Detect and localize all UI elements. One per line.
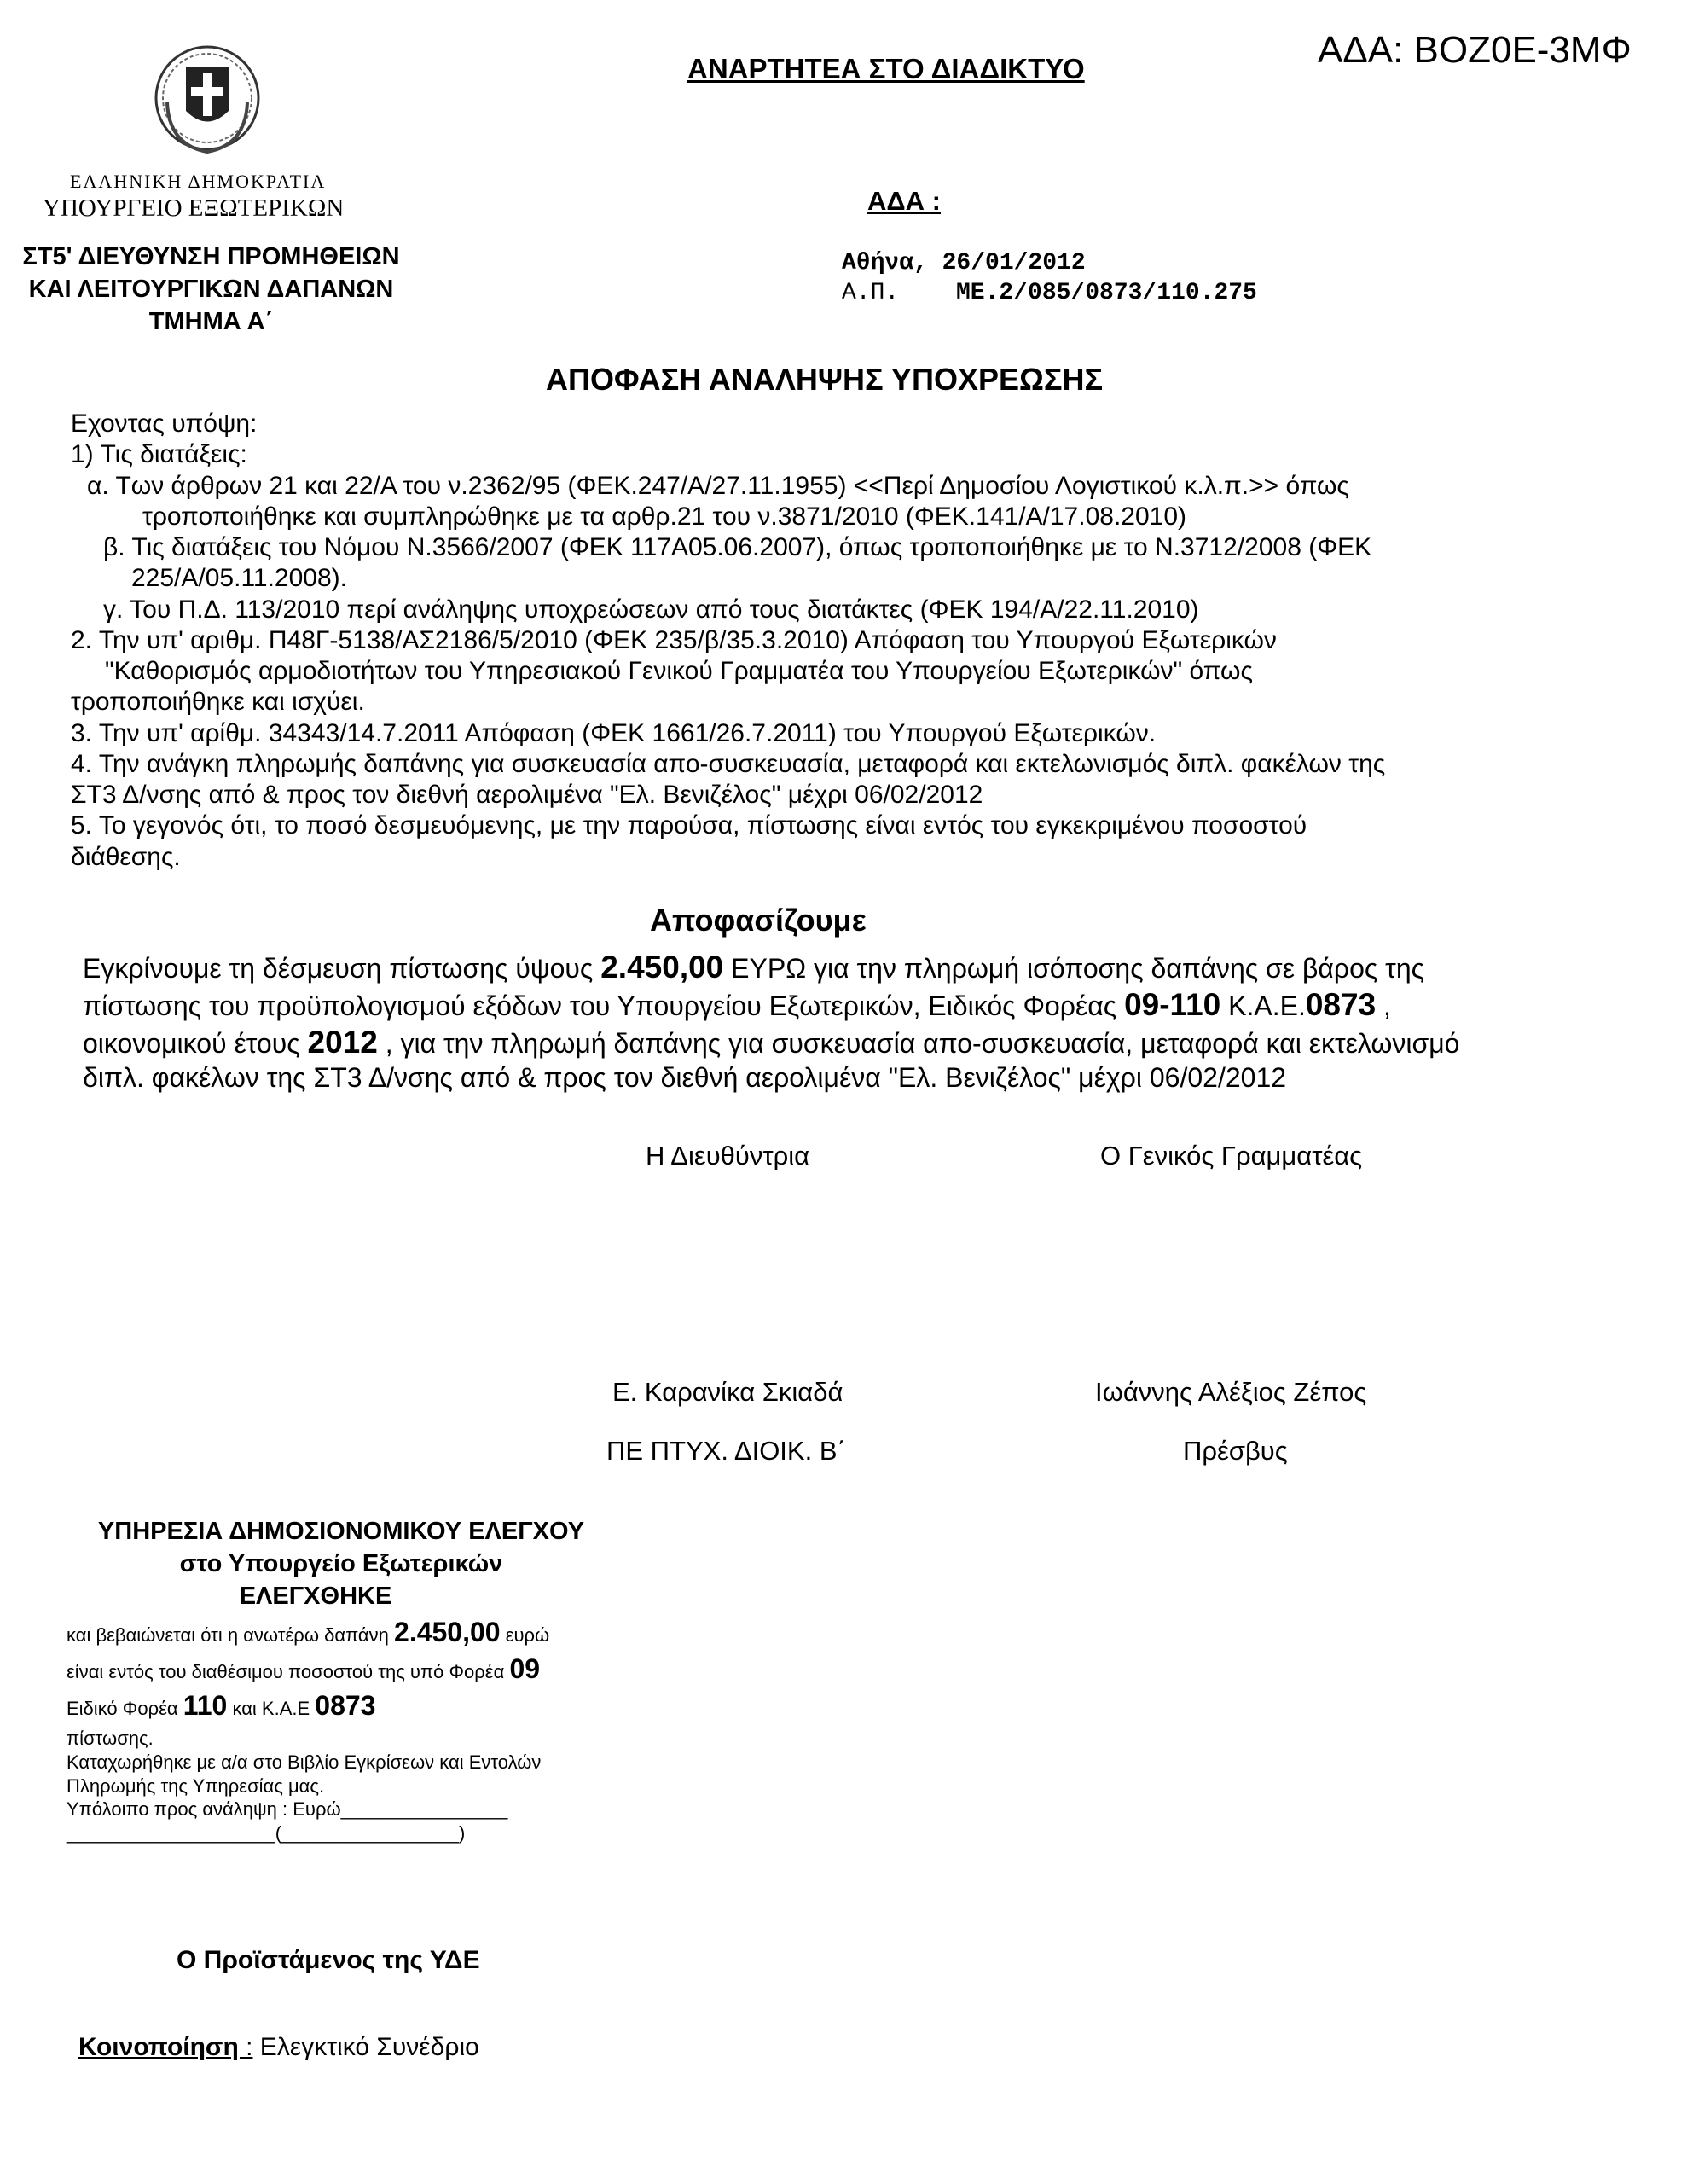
audit-row-1 [67,1617,549,1648]
department: ΤΜΗΜΑ Α΄ [148,308,274,335]
decision-line-2 [83,987,1391,1023]
directorate-line1: ΣΤ5' ΔΙΕΥΘΥΝΣΗ ΠΡΟΜΗΘΕΙΩΝ [22,243,400,270]
consideration-line: τροποποιήθηκε και ισχύει. [71,688,365,716]
document-title: ΑΠΟΦΑΣΗ ΑΝΑΛΗΨΗΣ ΥΠΟΧΡΕΩΣΗΣ [546,362,1104,397]
audit-row-4: πίστωσης. [67,1728,154,1749]
audit-row-7: Υπόλοιπο προς ανάληψη : Ευρώ________________ [67,1798,508,1820]
decision-text: πίστωσης του προϋπολογισμού εξόδων του Υπουργείου Εξωτερικών, Ειδικός Φορέας [83,990,1125,1021]
republic-label: ΕΛΛΗΝΙΚΗ ΔΗΜΟΚΡΑΤΙΑ [70,171,327,192]
signatory-title-right: Πρέσβυς [1183,1436,1288,1466]
audit-amount: 2.450,00 [394,1617,501,1647]
date-line: Αθήνα, 26/01/2012 [842,250,1086,276]
audit-head-signature: Ο Προϊστάμενος της ΥΔΕ [177,1946,480,1974]
consideration-line: Εχοντας υπόψη: [71,410,258,438]
notification-label: Κοινοποίηση [78,2033,246,2061]
audit-checked-label: ΕΛΕΓΧΘΗΚΕ [239,1583,392,1610]
decision-text: Κ.Α.Ε. [1220,990,1306,1021]
audit-row-2 [67,1653,540,1685]
decision-heading: Αποφασίζουμε [650,903,867,938]
consideration-line: διάθεσης. [71,843,181,871]
notification-colon: : [246,2033,253,2061]
audit-text: και βεβαιώνεται ότι η ανωτέρω δαπάνη [67,1624,395,1646]
directorate-block [17,241,405,338]
consideration-line: 5. Το γεγονός ότι, το ποσό δεσμευόμενης, με την παρούσα, πίστωσης είναι εντός του εγκεκριμένου ποσοστού [71,811,1307,839]
post-notice: ΑΝΑΡΤΗΤΕΑ ΣΤΟ ΔΙΑΔΙΚΤΥΟ [687,53,1085,84]
audit-row-8: ____________________(_________________) [67,1822,466,1844]
consideration-line: 1) Τις διατάξεις: [71,440,247,468]
audit-text: και Κ.Α.Ε [227,1698,316,1719]
kae-code: 0873 [1305,987,1377,1022]
decision-text: οικονομικού έτους [83,1028,308,1059]
fiscal-year: 2012 [307,1025,378,1060]
notification-line [78,2033,479,2062]
consideration-line: γ. Του Π.Δ. 113/2010 περί ανάληψης υποχρεώσεων από τους διατάκτες (ΦΕΚ 194/Α/22.11.2010) [103,595,1199,624]
decision-line-1 [83,950,1424,985]
signatory-title-left: ΠΕ ΠΤΥΧ. ΔΙΟΙΚ. Β΄ [606,1436,846,1466]
special-body-code: 09-110 [1124,987,1221,1022]
decision-line-3 [83,1025,1494,1060]
ada-code: ΑΔΑ: ΒΟΖ0Ε-3ΜΦ [1318,29,1632,71]
consideration-line: 225/Α/05.11.2008). [131,564,347,592]
signatory-role-left: Η Διευθύντρια [646,1141,810,1170]
protocol-number: ΜΕ.2/085/0873/110.275 [956,280,1257,306]
audit-row-6: Πληρωμής της Υπηρεσίας μας. [67,1775,325,1797]
consideration-line: α. Των άρθρων 21 και 22/Α του ν.2362/95 (ΦΕΚ.247/Α/27.11.1955) <<Περί Δημοσίου Λογιστικού κ.λ.π.>> όπως [87,472,1349,500]
signatory-name-left: Ε. Καρανίκα Σκιαδά [612,1377,844,1407]
considerations-list [0,410,1687,887]
consideration-line: β. Τις διατάξεις του Νόμου Ν.3566/2007 (ΦΕΚ 117Α05.06.2007), όπως τροποποιήθηκε με το Ν.3712/2008 (ΦΕΚ [103,533,1372,561]
ada-label: ΑΔΑ : [867,186,941,216]
signatory-role-right: Ο Γενικός Γραμματέας [1100,1141,1363,1170]
consideration-line: 4. Την ανάγκη πληρωμής δαπάνης για συσκευασία απο-συσκευασία, μεταφορά και εκτελωνισμός διπλ. φακέλων της [71,750,1386,778]
approved-amount: 2.450,00 [600,950,724,985]
audit-special-body-code: 110 [183,1690,228,1721]
audit-text: Ειδικό Φορέα [67,1698,183,1719]
decision-text: , [1376,990,1391,1021]
signatory-name-right: Ιωάννης Αλέξιος Ζέπος [1095,1377,1367,1407]
ministry-label: ΥΠΟΥΡΓΕΙΟ ΕΞΩΤΕΡΙΚΩΝ [43,195,345,222]
consideration-line: τροποποιήθηκε και συμπληρώθηκε με τα αρθρ.21 του ν.3871/2010 (ΦΕΚ.141/Α/17.08.2010) [142,502,1187,531]
consideration-line: "Καθορισμός αρμοδιοτήτων του Υπηρεσιακού Γενικού Γραμματέα του Υπουργείου Εξωτερικών" όπως [105,657,1253,685]
audit-header [34,1515,648,1612]
decision-text: , για την πληρωμή δαπάνης για συσκευασία απο-συσκευασία, μεταφορά και εκτελωνισμό [377,1028,1460,1059]
audit-row-3 [67,1690,375,1722]
decision-text: ΕΥΡΩ για την πληρωμή ισόποσης δαπάνης σε βάρος της [723,953,1425,984]
consideration-line: 3. Την υπ' αρίθμ. 34343/14.7.2011 Απόφαση (ΦΕΚ 1661/26.7.2011) του Υπουργού Εξωτερικών. [71,719,1157,747]
audit-service-name: ΥΠΗΡΕΣΙΑ ΔΗΜΟΣΙΟΝΟΜΙΚΟΥ ΕΛΕΓΧΟΥ [97,1518,585,1545]
audit-body-code: 09 [509,1653,541,1684]
audit-kae-code: 0873 [315,1690,376,1721]
audit-text: ευρώ [500,1624,550,1646]
consideration-line: 2. Την υπ' αριθμ. Π48Γ-5138/ΑΣ2186/5/2010 (ΦΕΚ 235/β/35.3.2010) Απόφαση του Υπουργού Εξωτερικών [71,626,1277,654]
directorate-line2: ΚΑΙ ΛΕΙΤΟΥΡΓΙΚΩΝ ΔΑΠΑΝΩΝ [28,276,394,303]
audit-text: είναι εντός του διαθέσιμου ποσοστού της υπό Φορέα [67,1661,510,1682]
consideration-line: ΣΤ3 Δ/νσης από & προς τον διεθνή αερολιμένα "Ελ. Βενιζέλος" μέχρι 06/02/2012 [71,781,983,809]
coat-of-arms-emblem [152,34,263,162]
decision-text: Εγκρίνουμε τη δέσμευση πίστωσης ύψους [83,953,601,984]
audit-row-5: Καταχωρήθηκε με α/α στο Βιβλίο Εγκρίσεων και Εντολών [67,1751,542,1773]
notification-recipient: Ελεγκτικό Συνέδριο [252,2033,479,2061]
decision-line-4: διπλ. φακέλων της ΣΤ3 Δ/νσης από & προς τον διεθνή αερολιμένα "Ελ. Βενιζέλος" μέχρι 06/02/2012 [83,1062,1287,1093]
protocol-label: Α.Π. [842,280,900,306]
audit-ministry: στο Υπουργείο Εξωτερικών [179,1550,503,1577]
